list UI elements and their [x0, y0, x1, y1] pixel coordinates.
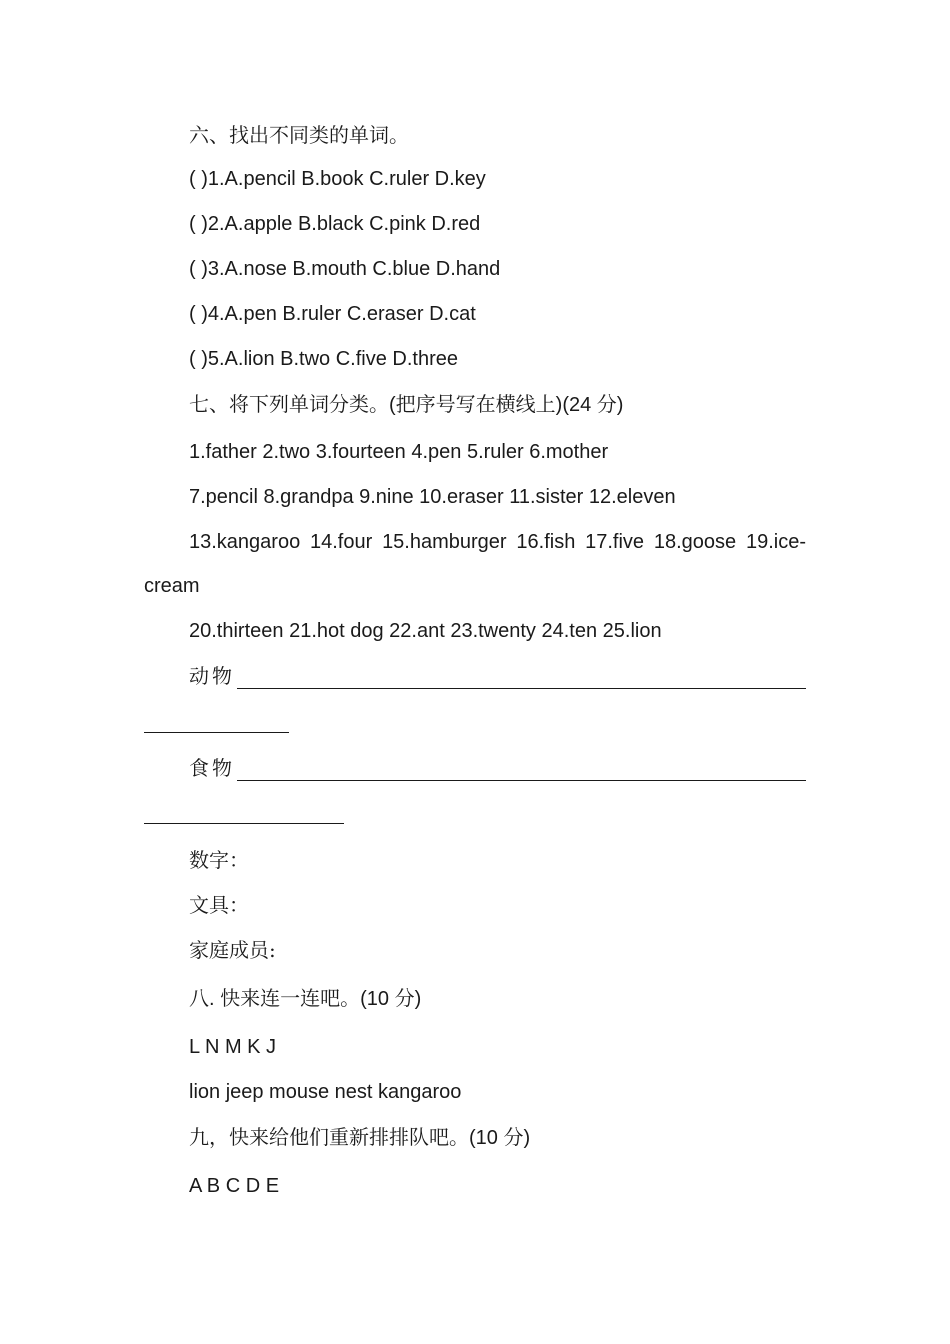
- category-food-row: [189, 755, 806, 781]
- category-numbers-label: 数字：: [189, 848, 249, 872]
- word-token: 19.ice-: [745, 531, 806, 553]
- word-token: 17.five: [585, 531, 645, 553]
- word-token: 18.goose: [653, 531, 737, 553]
- section-9-title: 九，快来给他们重新排排队吧。(10 分): [189, 1127, 531, 1149]
- section-7-title: 七、将下列单词分类。(把序号写在横线上)(24 分): [189, 394, 624, 416]
- question-6-4: ( )4.A.pen B.ruler C.eraser D.cat: [189, 303, 476, 325]
- section-8-words: lion jeep mouse nest kangaroo: [189, 1081, 462, 1103]
- question-6-5: ( )5.A.lion B.two C.five D.three: [189, 348, 458, 370]
- section-6-title: 六、找出不同类的单词。: [189, 123, 409, 147]
- answer-line-animals-continued[interactable]: [144, 731, 289, 733]
- word-list-line-1: 1.father 2.two 3.fourteen 4.pen 5.ruler 6.mother: [189, 441, 609, 463]
- section-8-title: 八. 快来连一连吧。(10 分): [189, 988, 422, 1010]
- word-token: 13.kangaroo: [189, 531, 301, 553]
- word-list-line-2: 7.pencil 8.grandpa 9.nine 10.eraser 11.sister 12.eleven: [189, 486, 676, 508]
- word-list-line-3: [189, 529, 806, 555]
- section-8-letters: L N M K J: [189, 1036, 277, 1058]
- word-list-line-3-continued: cream: [144, 575, 200, 597]
- word-token: 16.fish: [516, 531, 576, 553]
- category-food-label: 食物: [189, 756, 235, 780]
- category-animals-label: 动物: [189, 664, 235, 688]
- category-animals-row: [189, 663, 806, 689]
- word-list-line-4: 20.thirteen 21.hot dog 22.ant 23.twenty 24.ten 25.lion: [189, 620, 662, 642]
- word-token: 14.four: [310, 531, 373, 553]
- answer-line-food[interactable]: [237, 762, 806, 781]
- question-6-3: ( )3.A.nose B.mouth C.blue D.hand: [189, 258, 501, 280]
- answer-line-animals[interactable]: [237, 670, 806, 689]
- category-stationery-label: 文具：: [189, 893, 249, 917]
- category-family-label: 家庭成员:: [189, 938, 276, 962]
- section-9-letters: A B C D E: [189, 1175, 280, 1197]
- question-6-2: ( )2.A.apple B.black C.pink D.red: [189, 213, 481, 235]
- answer-line-food-continued[interactable]: [144, 822, 344, 824]
- question-6-1: ( )1.A.pencil B.book C.ruler D.key: [189, 168, 486, 190]
- word-token: 15.hamburger: [382, 531, 507, 553]
